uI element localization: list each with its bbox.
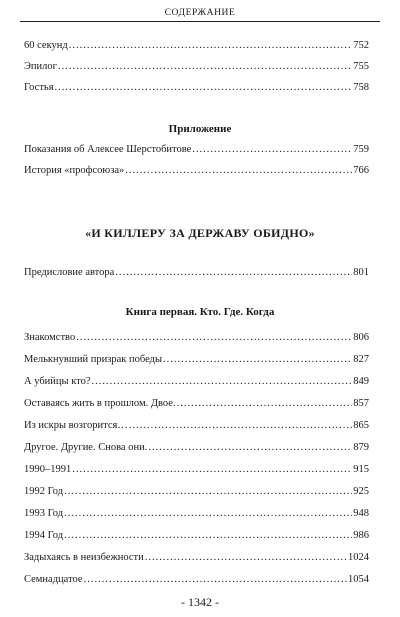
toc-entry-page: 879	[353, 442, 369, 453]
toc-entry[interactable]	[24, 551, 369, 564]
dot-leader	[69, 39, 353, 52]
dot-leader	[76, 331, 352, 344]
toc-entry[interactable]	[24, 331, 369, 344]
toc-entry-page: 766	[353, 165, 369, 176]
dot-leader	[177, 397, 353, 410]
toc-entry[interactable]	[24, 375, 369, 388]
dot-leader	[84, 573, 347, 586]
dot-leader	[64, 507, 352, 520]
toc-entry[interactable]	[24, 39, 369, 52]
toc-entry-page: 925	[353, 486, 369, 497]
dot-leader	[163, 353, 352, 366]
toc-entry-page: 758	[353, 82, 369, 93]
toc-entry-page: 827	[353, 354, 369, 365]
toc-entry-title: Эпилог	[24, 61, 57, 72]
toc-entry-page: 948	[353, 508, 369, 519]
toc-entry-page: 752	[353, 40, 369, 51]
toc-entry[interactable]	[24, 143, 369, 156]
dot-leader	[115, 266, 352, 279]
toc-entry-page: 759	[353, 144, 369, 155]
running-header: СОДЕРЖАНИЕ	[20, 8, 380, 22]
toc-entry-title: Показания об Алексее Шерстобитове	[24, 144, 192, 155]
toc-entry-title: А убийцы кто?	[24, 376, 91, 387]
toc-entry[interactable]	[24, 463, 369, 476]
toc-entry-page: 849	[353, 376, 369, 387]
dot-leader	[92, 375, 353, 388]
toc-entry-page: 1054	[348, 574, 369, 585]
toc-entry-page: 986	[353, 530, 369, 541]
toc-entry-title: 1993 Год	[24, 508, 64, 519]
dot-leader	[148, 441, 352, 454]
toc-entry-page: 857	[353, 398, 369, 409]
toc-entry-page: 801	[353, 267, 369, 278]
toc-entry[interactable]	[24, 507, 369, 520]
toc-entry-title: 1994 Год	[24, 530, 64, 541]
dot-leader	[64, 485, 352, 498]
toc-entry-page: 865	[353, 420, 369, 431]
toc-entry-page: 755	[353, 61, 369, 72]
toc-entry-title: 1992 Год	[24, 486, 64, 497]
dot-leader	[192, 143, 352, 156]
toc-entry-title: Оставаясь жить в прошлом. Двое.	[24, 398, 176, 409]
toc-entry[interactable]	[24, 441, 369, 454]
toc-entry-page: 915	[353, 464, 369, 475]
toc-entry-title: Семнадцатое	[24, 574, 83, 585]
toc-entry-title: Из искры возгорится…	[24, 420, 128, 431]
toc-entry[interactable]	[24, 164, 369, 177]
toc-entry[interactable]	[24, 419, 369, 432]
toc-entry[interactable]	[24, 60, 369, 73]
dot-leader	[72, 463, 352, 476]
book-title-heading: «И КИЛЛЕРУ ЗА ДЕРЖАВУ ОБИДНО»	[85, 226, 315, 240]
dot-leader	[145, 551, 347, 564]
toc-entry-page: 806	[353, 332, 369, 343]
toc-entry-title: Задыхаясь в неизбежности	[24, 552, 144, 563]
dot-leader	[64, 529, 352, 542]
section-heading-appendix: Приложение	[168, 123, 232, 135]
toc-entry-title: Гостья	[24, 82, 54, 93]
page-number: - 1342 -	[181, 595, 219, 609]
toc-entry[interactable]	[24, 529, 369, 542]
toc-entry-title: Мелькнувший призрак победы	[24, 354, 163, 365]
toc-entry[interactable]	[24, 266, 369, 279]
toc-entry-title: Знакомство	[24, 332, 76, 343]
toc-entry-page: 1024	[348, 552, 369, 563]
dot-leader	[58, 60, 352, 73]
toc-entry-title: Предисловие автора	[24, 267, 115, 278]
toc-entry[interactable]	[24, 397, 369, 410]
toc-entry[interactable]	[24, 81, 369, 94]
toc-entry[interactable]	[24, 573, 369, 586]
toc-entry[interactable]	[24, 485, 369, 498]
toc-entry-title: 60 секунд	[24, 40, 68, 51]
dot-leader	[55, 81, 353, 94]
dot-leader	[125, 164, 352, 177]
toc-entry-title: Другое. Другие. Снова они.	[24, 442, 148, 453]
dot-leader	[129, 419, 352, 432]
toc-entry-title: 1990–1991	[24, 464, 72, 475]
section-heading-part-one: Книга первая. Кто. Где. Когда	[125, 306, 275, 318]
toc-entry-title: История «профсоюза»	[24, 165, 125, 176]
toc-entry[interactable]	[24, 353, 369, 366]
